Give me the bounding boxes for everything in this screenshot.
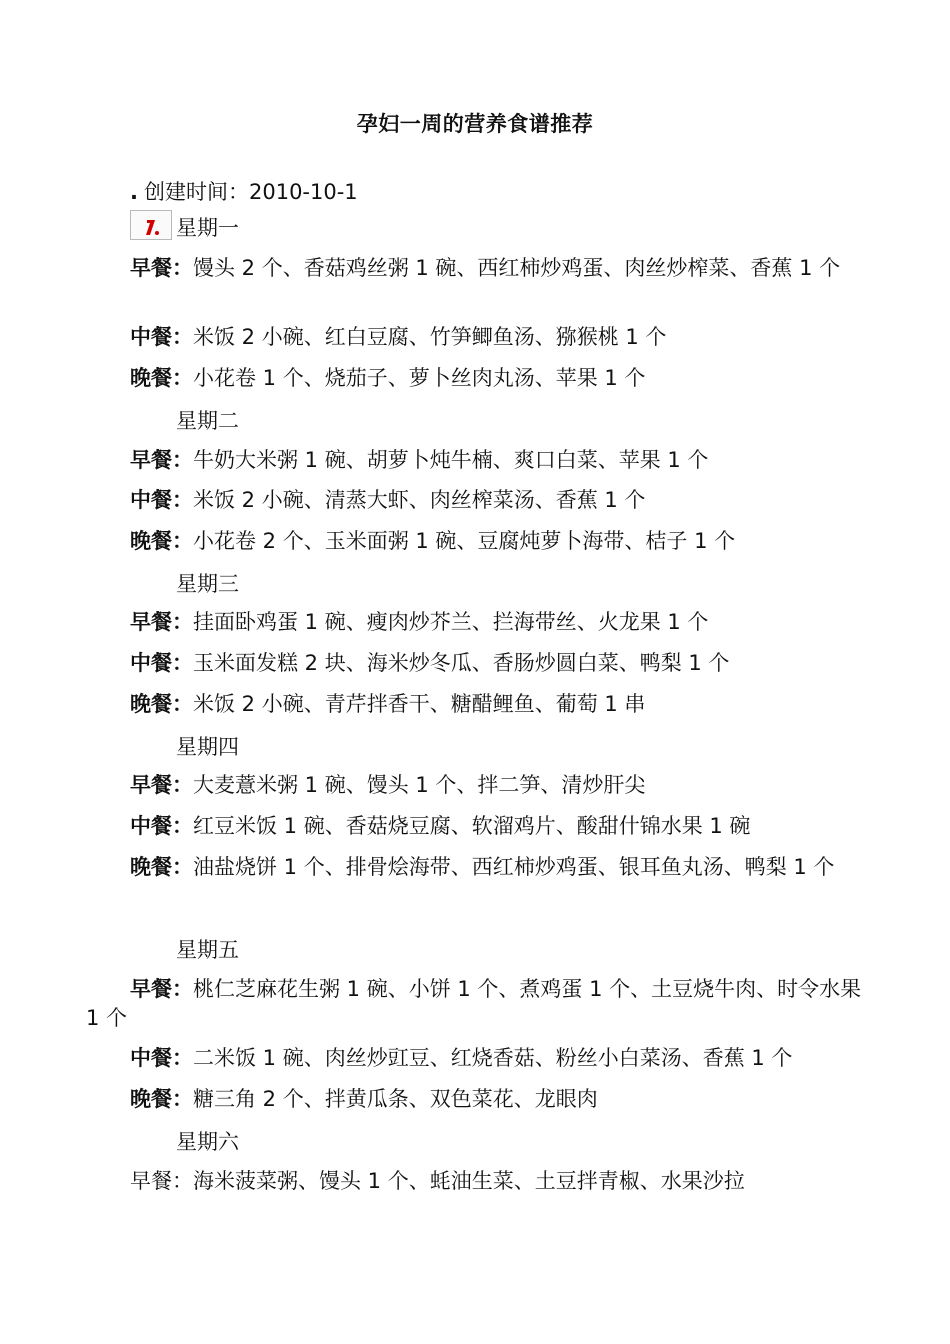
- meal-text: 小花卷 1 个、烧茄子、萝卜丝肉丸汤、苹果 1 个: [193, 366, 646, 390]
- bullet-marker: .: [130, 180, 138, 204]
- meal-breakfast: [86, 771, 876, 800]
- meal-breakfast: [86, 1167, 876, 1196]
- meal-label: 早餐：: [130, 1169, 193, 1193]
- meal-label: 中餐：: [130, 1046, 193, 1070]
- list-number-icon: [130, 210, 172, 240]
- meal-text: 挂面卧鸡蛋 1 碗、瘦肉炒芥兰、拦海带丝、火龙果 1 个: [193, 610, 709, 634]
- meal-label: 晚餐：: [130, 529, 193, 553]
- meal-label: 晚餐：: [130, 855, 193, 879]
- meal-lunch: [86, 486, 876, 515]
- meal-text: 桃仁芝麻花生粥 1 碗、小饼 1 个、煮鸡蛋 1 个、土豆烧牛肉、时令水果 1 个: [86, 977, 862, 1030]
- meal-dinner: [86, 364, 876, 393]
- meal-label: 中餐：: [130, 814, 193, 838]
- meal-lunch: [86, 649, 876, 678]
- meal-text: 糖三角 2 个、拌黄瓜条、双色菜花、龙眼肉: [193, 1087, 598, 1111]
- meal-label: 早餐：: [130, 977, 193, 1001]
- meal-text: 米饭 2 小碗、清蒸大虾、肉丝榨菜汤、香蕉 1 个: [193, 488, 646, 512]
- meal-dinner: [86, 853, 876, 882]
- meal-text: 小花卷 2 个、玉米面粥 1 碗、豆腐炖萝卜海带、桔子 1 个: [193, 529, 736, 553]
- meal-text: 牛奶大米粥 1 碗、胡萝卜炖牛楠、爽口白菜、苹果 1 个: [193, 448, 709, 472]
- day-heading-saturday: 星期六: [176, 1130, 239, 1154]
- meal-lunch: [86, 1044, 876, 1073]
- meal-text: 海米菠菜粥、馒头 1 个、蚝油生菜、土豆拌青椒、水果沙拉: [193, 1169, 745, 1193]
- meal-text: 二米饭 1 碗、肉丝炒豇豆、红烧香菇、粉丝小白菜汤、香蕉 1 个: [193, 1046, 793, 1070]
- meal-text: 大麦薏米粥 1 碗、馒头 1 个、拌二笋、清炒肝尖: [193, 773, 646, 797]
- meal-label: 中餐：: [130, 325, 193, 349]
- meal-breakfast: [86, 608, 876, 637]
- day-heading-monday: 星期一: [176, 216, 239, 240]
- document-title: 孕妇一周的营养食谱推荐: [356, 112, 594, 136]
- day-heading-thursday: 星期四: [176, 735, 239, 759]
- meal-breakfast: [86, 446, 876, 475]
- meal-label: 早餐：: [130, 256, 193, 280]
- meal-label: 中餐：: [130, 651, 193, 675]
- meal-label: 中餐：: [130, 488, 193, 512]
- day-heading-friday: 星期五: [176, 938, 239, 962]
- meal-lunch: [86, 323, 876, 352]
- meal-label: 早餐：: [130, 448, 193, 472]
- meal-text: 红豆米饭 1 碗、香菇烧豆腐、软溜鸡片、酸甜什锦水果 1 碗: [193, 814, 751, 838]
- meal-label: 早餐：: [130, 610, 193, 634]
- meal-text: 馒头 2 个、香菇鸡丝粥 1 碗、西红柿炒鸡蛋、肉丝炒榨菜、香蕉 1 个: [193, 256, 841, 280]
- meal-text: 米饭 2 小碗、红白豆腐、竹笋鲫鱼汤、猕猴桃 1 个: [193, 325, 667, 349]
- meal-text: 油盐烧饼 1 个、排骨烩海带、西红柿炒鸡蛋、银耳鱼丸汤、鸭梨 1 个: [193, 855, 835, 879]
- meal-label: 早餐：: [130, 773, 193, 797]
- meal-dinner: [86, 527, 876, 556]
- meal-dinner: [86, 690, 876, 719]
- meal-text: 米饭 2 小碗、青芹拌香干、糖醋鲤鱼、葡萄 1 串: [193, 692, 646, 716]
- created-date-line: [130, 176, 358, 206]
- meal-breakfast: [86, 975, 876, 1033]
- created-date: 创建时间：2010-10-1: [143, 180, 358, 204]
- meal-lunch: [86, 812, 876, 841]
- meal-text: 玉米面发糕 2 块、海米炒冬瓜、香肠炒圆白菜、鸭梨 1 个: [193, 651, 730, 675]
- meal-label: 晚餐：: [130, 366, 193, 390]
- day-heading-wednesday: 星期三: [176, 572, 239, 596]
- meal-breakfast: [86, 254, 876, 283]
- meal-label: 晚餐：: [130, 1087, 193, 1111]
- meal-dinner: [86, 1085, 876, 1114]
- day-heading-tuesday: 星期二: [176, 409, 239, 433]
- meal-label: 晚餐：: [130, 692, 193, 716]
